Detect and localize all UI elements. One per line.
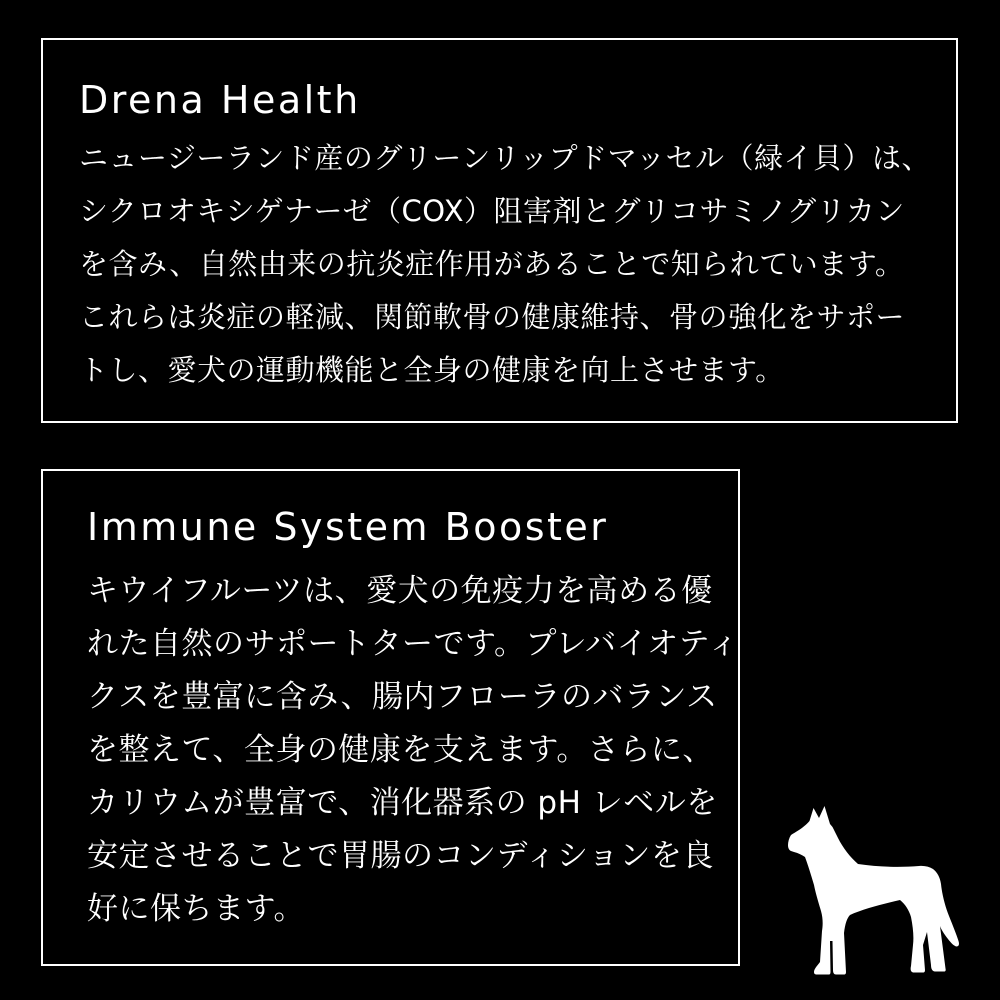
- body-line: れた自然のサポートターです。プレバイオティ: [87, 626, 740, 662]
- body-line: シクロオキシゲナーゼ（COX）阻害剤とグリコサミノグリカン: [79, 194, 905, 228]
- great-dane-silhouette-icon: [788, 805, 960, 977]
- body-line: カリウムが豊富で、消化器系の pH レベルを: [87, 785, 718, 821]
- body-line: を含み、自然由来の抗炎症作用があることで知られています。: [79, 247, 905, 281]
- body-line: これらは炎症の軽減、関節軟骨の健康維持、骨の強化をサポー: [79, 300, 906, 334]
- immune-booster-card: [41, 469, 740, 966]
- body-line: トし、愛犬の運動機能と全身の健康を向上させます。: [79, 353, 785, 387]
- body-line: 安定させることで胃腸のコンディションを良: [87, 838, 714, 874]
- body-line: クスを豊富に含み、腸内フローラのバランス: [87, 679, 718, 715]
- drena-health-title: Drena Health: [79, 78, 361, 122]
- body-line: ニュージーランド産のグリーンリップドマッセル（緑イ貝）は、: [79, 141, 932, 175]
- immune-booster-title: Immune System Booster: [87, 505, 609, 549]
- body-line: を整えて、全身の健康を支えます。さらに、: [87, 732, 714, 768]
- body-line: 好に保ちます。: [87, 891, 306, 927]
- drena-health-card: [41, 38, 958, 423]
- immune-booster-body: [87, 565, 740, 936]
- drena-health-body: [79, 132, 932, 397]
- body-line: キウイフルーツは、愛犬の免疫力を高める優: [87, 573, 713, 609]
